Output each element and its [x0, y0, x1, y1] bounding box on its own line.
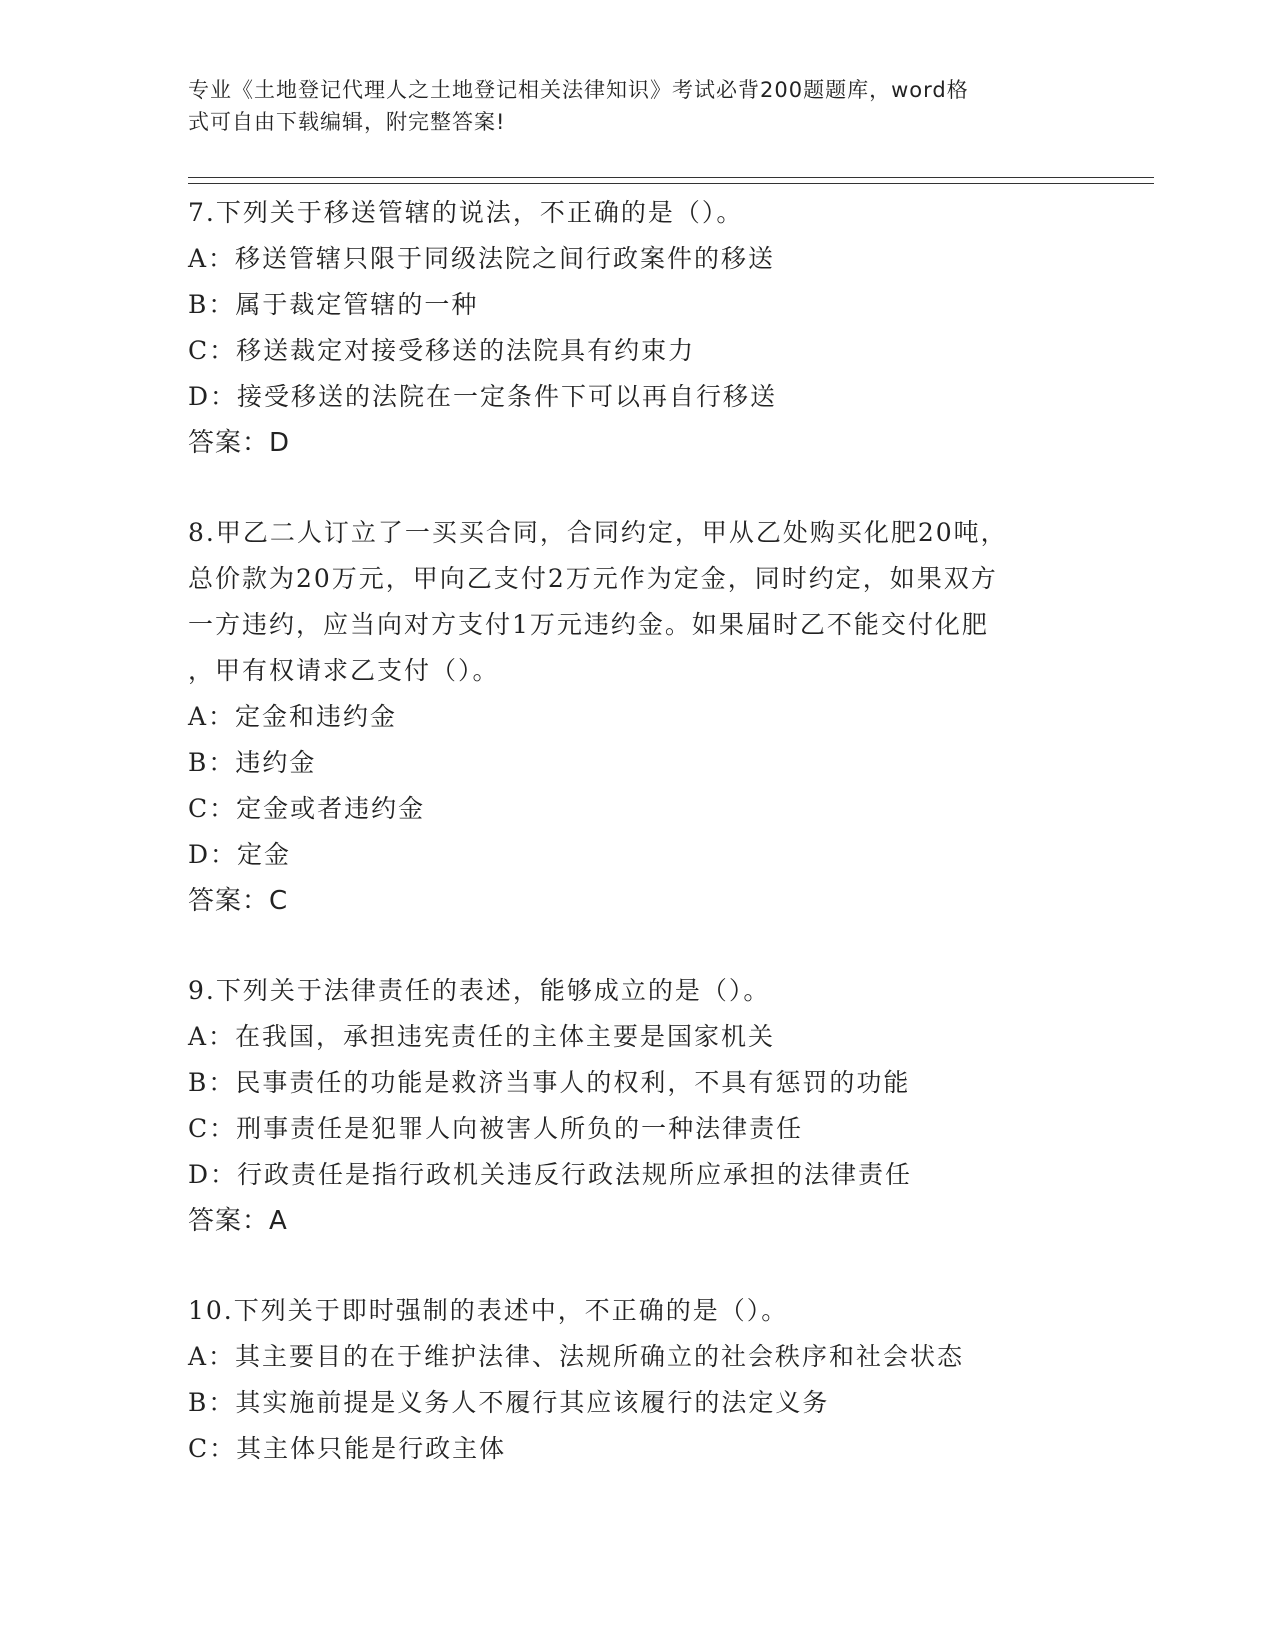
option-c: C：移送裁定对接受移送的法院具有约束力 [188, 336, 696, 365]
question-stem: 8.甲乙二人订立了一买买合同，合同约定，甲从乙处购买化肥20吨， [188, 518, 1008, 547]
option-d: D：定金 [188, 840, 292, 869]
option-c: C：定金或者违约金 [188, 794, 426, 823]
option-b: B：其实施前提是义务人不履行其应该履行的法定义务 [188, 1388, 830, 1417]
option-b: B：违约金 [188, 748, 317, 777]
question-block [188, 190, 1088, 466]
option-b: B：民事责任的功能是救济当事人的权利，不具有惩罚的功能 [188, 1068, 911, 1097]
question-stem: 9.下列关于法律责任的表述，能够成立的是（）。 [188, 976, 771, 1005]
option-d: D：行政责任是指行政机关违反行政法规所应承担的法律责任 [188, 1160, 913, 1189]
question-stem: 10.下列关于即时强制的表述中，不正确的是（）。 [188, 1296, 789, 1325]
option-c: C：刑事责任是犯罪人向被害人所负的一种法律责任 [188, 1114, 804, 1143]
question-stem: 7.下列关于移送管辖的说法，不正确的是（）。 [188, 198, 744, 227]
question-block [188, 510, 1088, 924]
question-block [188, 1288, 1088, 1472]
option-a: A：定金和违约金 [188, 702, 398, 731]
header-line-2: 式可自由下载编辑，附完整答案! [188, 110, 506, 134]
option-d: D：接受移送的法院在一定条件下可以再自行移送 [188, 382, 778, 411]
header-divider-bottom [188, 183, 1154, 184]
answer-label: 答案：D [188, 428, 291, 458]
answer-label: 答案：C [188, 886, 289, 916]
question-stem: 一方违约，应当向对方支付1万元违约金。如果届时乙不能交付化肥 [188, 610, 989, 639]
option-a: A：移送管辖只限于同级法院之间行政案件的移送 [188, 244, 776, 273]
header-divider-top [188, 177, 1154, 178]
option-a: A：其主要目的在于维护法律、法规所确立的社会秩序和社会状态 [188, 1342, 965, 1371]
document-header [188, 74, 1068, 138]
question-stem: ，甲有权请求乙支付（）。 [188, 656, 500, 685]
question-block [188, 968, 1088, 1244]
header-line-1: 专业《土地登记代理人之土地登记相关法律知识》考试必背200题题库，word格 [188, 78, 969, 102]
question-stem: 总价款为20万元，甲向乙支付2万元作为定金，同时约定，如果双方 [188, 564, 998, 593]
answer-label: 答案：A [188, 1206, 288, 1236]
option-a: A：在我国，承担违宪责任的主体主要是国家机关 [188, 1022, 776, 1051]
option-c: C：其主体只能是行政主体 [188, 1434, 507, 1463]
question-list [188, 190, 1088, 1472]
option-b: B：属于裁定管辖的一种 [188, 290, 479, 319]
